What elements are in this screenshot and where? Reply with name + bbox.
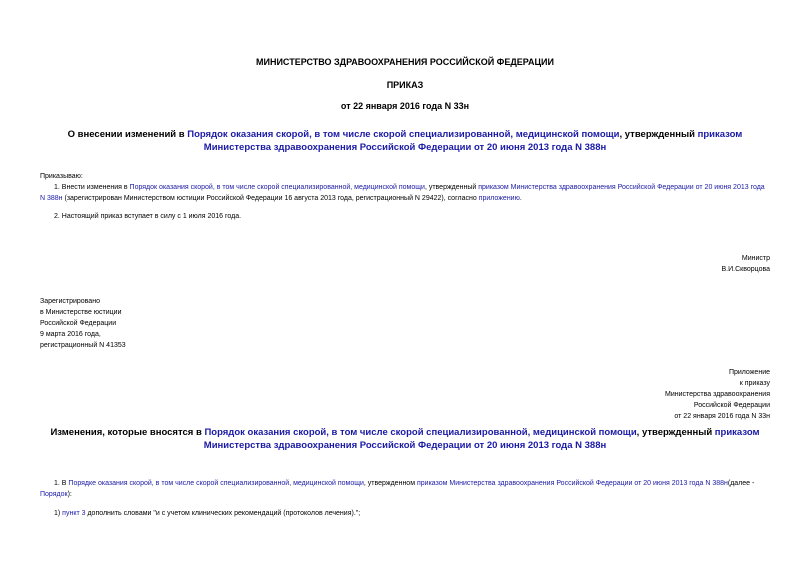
c2-rest: дополнить словами "и с учетом клинических рекомендаций (протоколов лечения)."; (85, 510, 361, 517)
title-link-procedure[interactable]: Порядок оказания скорой, в том числе скорой специализированной, медицинской помощи (187, 129, 620, 140)
p1-end: . (519, 195, 522, 202)
changes-title-link-order[interactable]: приказом Министерства здравоохранения Российской Федерации от 20 июня 2013 года N 388н (203, 427, 760, 451)
p1-rest: (зарегистрирован Министерством юстиции Российской Федерации 16 августа 2013 года, регистрационный N 29422), согласно (62, 195, 479, 202)
appendix-block (550, 367, 770, 422)
registration-line: Зарегистрировано (40, 298, 100, 305)
registration-line: Российской Федерации (40, 320, 117, 327)
paragraph-2: 2. Настоящий приказ вступает в силу с 1 июля 2016 года. (54, 213, 242, 220)
c1-link-procedure[interactable]: Порядке оказания скорой, в том числе скорой специализированной, медицинской помощи (68, 480, 364, 487)
signature-block (570, 253, 770, 275)
signature-name: В.И.Скворцова (721, 266, 770, 273)
appendix-line: Министерства здравоохранения (665, 391, 770, 398)
c1-link-order[interactable]: приказом Министерства здравоохранения Российской Федерации от 20 июня 2013 года N 388н (416, 480, 728, 487)
c1-mid: , утвержденном (363, 480, 417, 487)
ministry-heading: МИНИСТЕРСТВО ЗДРАВООХРАНЕНИЯ РОССИЙСКОЙ ФЕДЕРАЦИИ (256, 57, 554, 67)
p1-num: 1. Внести изменения в (54, 184, 130, 191)
p1-link-appendix[interactable]: приложению (478, 195, 520, 202)
c1-num: 1. В (54, 480, 69, 487)
doc-type-heading: ПРИКАЗ (386, 80, 424, 90)
paragraph-1 (40, 182, 770, 204)
order-word: Приказываю: (40, 173, 83, 180)
p1-link-order[interactable]: приказом Министерства здравоохранения Российской Федерации от 20 июня 2013 года N 388н (40, 184, 765, 202)
appendix-line: от 22 января 2016 года N 33н (674, 413, 770, 420)
signature-position: Министр (741, 255, 770, 262)
appendix-line: Российской Федерации (693, 402, 770, 409)
change-item-1 (40, 478, 770, 500)
c1-rest: (далее - (727, 480, 755, 487)
change-item-2 (40, 508, 770, 519)
changes-title (40, 426, 770, 452)
changes-title-prefix: Изменения, которые вносятся в (50, 427, 205, 438)
title-prefix: О внесении изменений в (67, 129, 188, 140)
c2-num: 1) (54, 510, 63, 517)
registration-line: в Министерстве юстиции (40, 309, 122, 316)
c2-link-point[interactable]: пункт 3 (62, 510, 86, 517)
document-title (40, 128, 770, 154)
registration-line: регистрационный N 41353 (40, 342, 126, 349)
registration-block (40, 296, 240, 351)
appendix-line: Приложение (728, 369, 770, 376)
p1-mid: , утвержденный (424, 184, 479, 191)
changes-title-link-procedure[interactable]: Порядок оказания скорой, в том числе скорой специализированной, медицинской помощи (204, 427, 637, 438)
appendix-line: к приказу (739, 380, 770, 387)
p1-link-procedure[interactable]: Порядок оказания скорой, в том числе скорой специализированной, медицинской помощи (129, 184, 425, 191)
date-number-heading: от 22 января 2016 года N 33н (340, 101, 470, 111)
registration-line: 9 марта 2016 года, (40, 331, 101, 338)
c1-link-procedure-short[interactable]: Порядок (40, 491, 68, 498)
title-mid: , утвержденный (619, 129, 698, 140)
title-link-order[interactable]: приказом Министерства здравоохранения Российской Федерации от 20 июня 2013 года N 388н (203, 129, 743, 153)
c1-end: ): (67, 491, 72, 498)
changes-title-mid: , утвержденный (636, 427, 715, 438)
